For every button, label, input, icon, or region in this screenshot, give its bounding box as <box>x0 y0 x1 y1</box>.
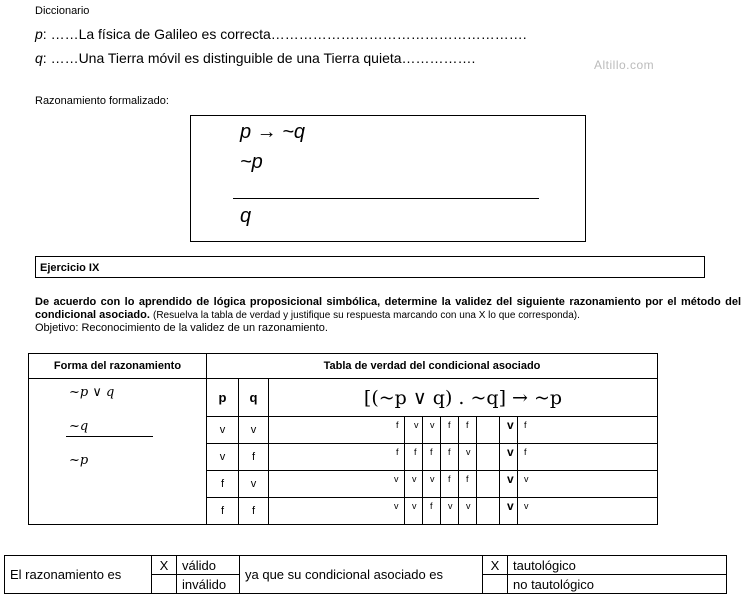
premise-p-definition <box>35 26 527 42</box>
col-p-header: p <box>207 379 239 417</box>
row3-cell-4: f <box>448 474 451 484</box>
row4-cell-3: f <box>430 501 433 511</box>
exercise-title: Ejercicio IX <box>35 256 705 278</box>
formalized-label: Razonamiento formalizado: <box>35 95 169 107</box>
row3-cell-1: v <box>394 474 399 484</box>
row2-cell-3: f <box>430 447 433 457</box>
watermark: Altillo.com <box>594 58 655 72</box>
formalized-premise-1: p → ~q <box>240 121 306 143</box>
row1-cell-8: f <box>524 420 527 430</box>
form-premise-2: ~q <box>69 419 89 434</box>
row3-cell-3: v <box>430 474 435 484</box>
form-conclusion-line <box>66 436 153 437</box>
form-cell <box>29 379 207 525</box>
p-text: : ……La física de Galileo es correcta………………………………………………. <box>42 26 527 42</box>
header-truth-table: Tabla de verdad del condicional asociado <box>207 354 658 379</box>
row2-cell-5: v <box>466 447 471 457</box>
form-premise-1: ~p ∨ q <box>69 385 115 400</box>
row4-p: f <box>207 498 239 525</box>
no-tautology-mark[interactable] <box>483 575 508 594</box>
row1-cell-4: f <box>448 420 451 430</box>
row4-cell-2: v <box>412 501 417 511</box>
row1-cell-2: v <box>414 420 419 430</box>
option-invalid: inválido <box>177 575 240 594</box>
tautology-mark[interactable]: X <box>483 556 508 575</box>
dictionary-title: Diccionario <box>35 5 90 17</box>
answer-label: El razonamiento es <box>5 556 152 594</box>
row4-values <box>269 498 658 525</box>
formalized-premise-2: ~p <box>240 151 263 173</box>
objective: Objetivo: Reconocimiento de la validez de un razonamiento. <box>35 322 328 334</box>
row2-cell-main: v <box>507 445 514 459</box>
premise-q-definition <box>35 50 475 66</box>
q-variable: q <box>35 50 43 66</box>
row4-cell-4: v <box>448 501 453 511</box>
row4-cell-8: v <box>524 501 529 511</box>
option-valid: válido <box>177 556 240 575</box>
row1-p: v <box>207 417 239 444</box>
col-q-header: q <box>239 379 269 417</box>
row2-q: f <box>239 444 269 471</box>
valid-mark[interactable]: X <box>152 556 177 575</box>
option-not-tautological: no tautológico <box>508 575 727 594</box>
option-tautological: tautológico <box>508 556 727 575</box>
answer-table <box>4 555 727 594</box>
conclusion-line <box>233 198 539 199</box>
row3-p: f <box>207 471 239 498</box>
row1-values <box>269 417 658 444</box>
row1-cell-1: f <box>396 420 399 430</box>
row4-cell-5: v <box>466 501 471 511</box>
row2-cell-1: f <box>396 447 399 457</box>
row3-cell-main: v <box>507 472 514 486</box>
row2-cell-4: f <box>448 447 451 457</box>
row2-cell-8: f <box>524 447 527 457</box>
truth-table <box>28 353 658 525</box>
instruction-paren: (Resuelva la tabla de verdad y justifique su respuesta marcando con una X lo que corresponda). <box>152 310 580 321</box>
formula-header: [(~p ∨ q) . ~q] → ~p <box>269 379 658 417</box>
row3-values <box>269 471 658 498</box>
row1-cell-5: f <box>466 420 469 430</box>
instruction-bold: De acuerdo con lo aprendido de lógica proposicional simbólica, determine la validez del siguiente razonamiento por el método del condicional asociado. <box>35 296 741 321</box>
row2-p: v <box>207 444 239 471</box>
row3-cell-8: v <box>524 474 529 484</box>
row2-cell-2: f <box>414 447 417 457</box>
form-conclusion: ~p <box>69 453 89 468</box>
row3-cell-2: v <box>412 474 417 484</box>
row1-cell-3: v <box>430 420 435 430</box>
row4-cell-main: v <box>507 499 514 513</box>
p-variable: p <box>35 26 43 42</box>
formalized-conclusion: q <box>240 205 252 227</box>
row1-cell-main: v <box>507 418 514 432</box>
header-form: Forma del razonamiento <box>29 354 207 379</box>
answer-middle-text: ya que su condicional asociado es <box>240 556 483 594</box>
row4-q: f <box>239 498 269 525</box>
exercise-instructions <box>35 296 741 335</box>
invalid-mark[interactable] <box>152 575 177 594</box>
row4-cell-1: v <box>394 501 399 511</box>
row3-q: v <box>239 471 269 498</box>
row3-cell-5: f <box>466 474 469 484</box>
q-text: : ……Una Tierra móvil es distinguible de una Tierra quieta……………. <box>42 50 476 66</box>
row2-values <box>269 444 658 471</box>
row1-q: v <box>239 417 269 444</box>
